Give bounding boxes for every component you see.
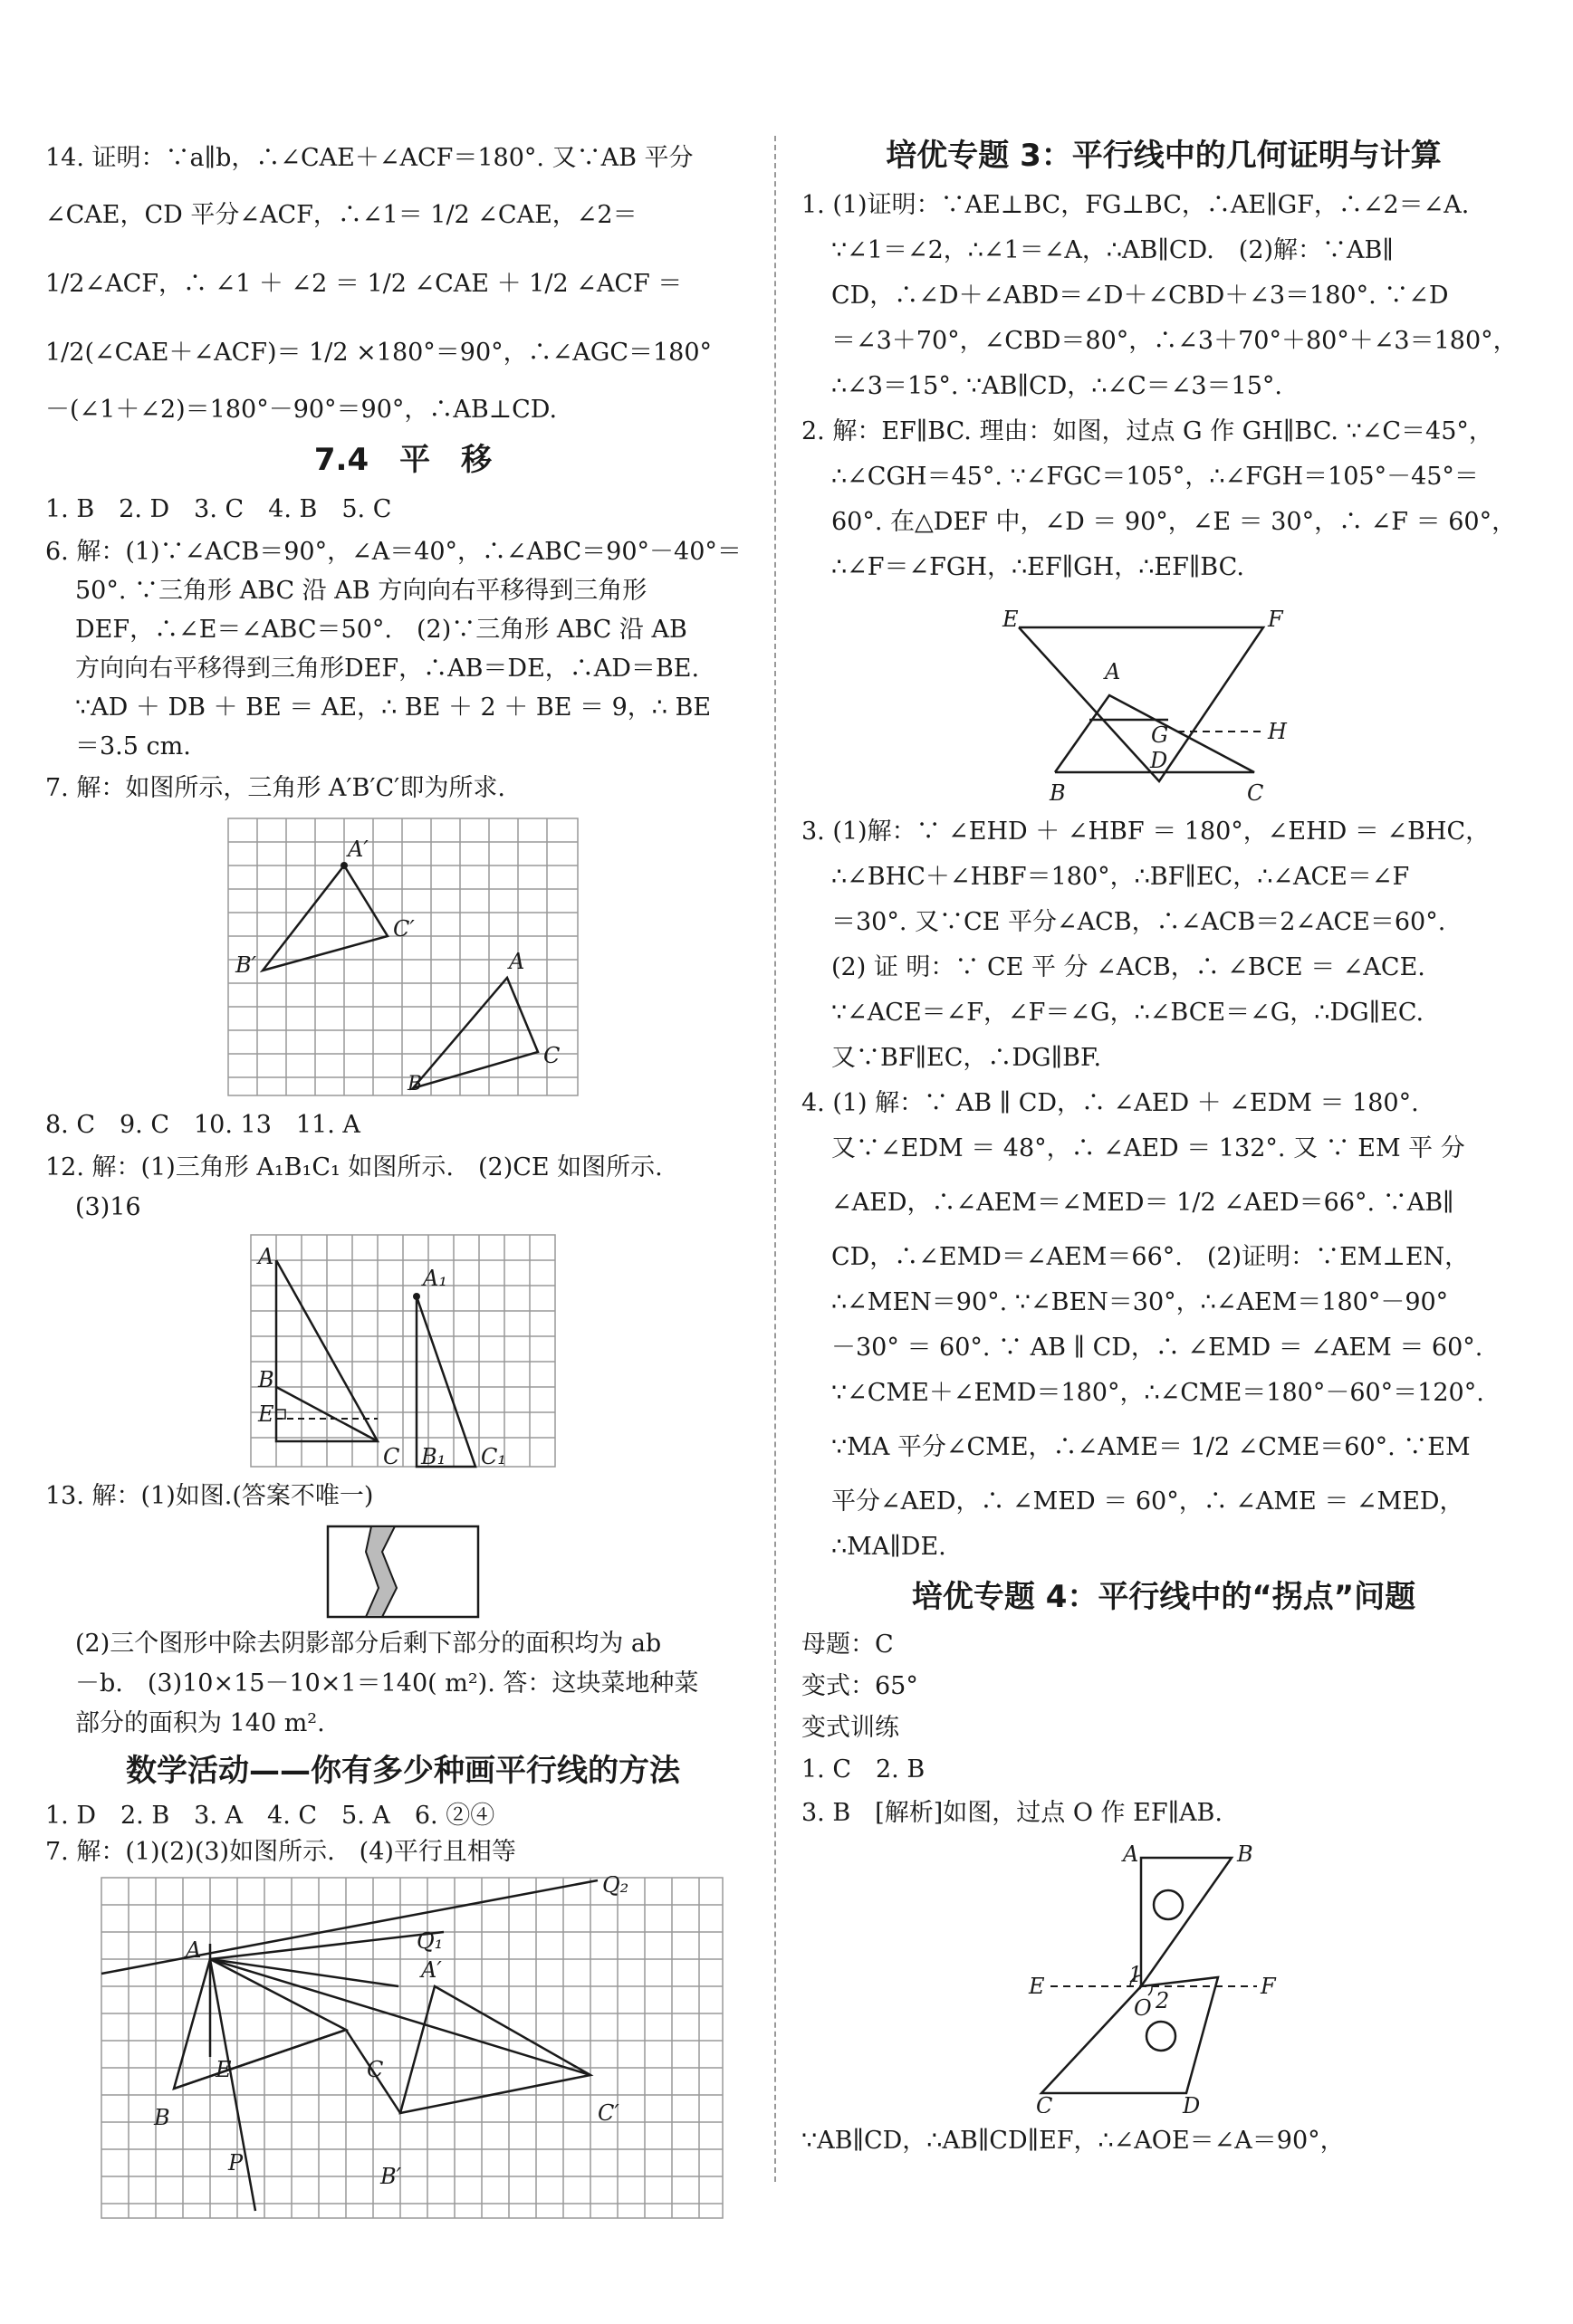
translation-grid-figure <box>226 817 580 1097</box>
q7-text: 7. 解：如图所示，三角形 A′B′C′即为所求. <box>45 774 505 802</box>
q1-line: CD，∴∠D＋∠ABD＝∠D＋∠CBD＋∠3＝180°. ∵∠D <box>831 282 1449 310</box>
final-line: ∵AB∥CD，∴AB∥CD∥EF，∴∠AOE＝∠A＝90°， <box>801 2127 1345 2155</box>
label: 1 <box>1128 1962 1143 1987</box>
label: E <box>258 1401 274 1427</box>
label: O <box>1134 1995 1152 2021</box>
triangle-a1b1c1 <box>417 1296 475 1467</box>
label: C <box>543 1043 561 1068</box>
label: B′ <box>235 952 257 978</box>
label: C′ <box>393 916 415 942</box>
q6-line: DEF，∴∠E＝∠ABC＝50°. (2)∵三角形 ABC 沿 AB <box>75 616 687 644</box>
bottom-triangle <box>1041 1977 1218 2093</box>
label: E <box>216 2057 232 2082</box>
label: C <box>1036 2093 1053 2113</box>
q6-line: 6. 解：(1)∵∠ACB＝90°，∠A＝40°，∴∠ABC＝90°－40°＝ <box>45 538 742 566</box>
q6-line: ∵AD ＋ DB ＋ BE ＝ AE，∴ BE ＋ 2 ＋ BE ＝ 9，∴ BE <box>75 693 712 722</box>
point-a-prime <box>340 862 348 869</box>
answers-activity: 1. D 2. B 3. A 4. C 5. A 6. ②④ <box>45 1802 495 1830</box>
q1-line: ∴∠3＝15°. ∵AB∥CD，∴∠C＝∠3＝15°. <box>831 372 1282 400</box>
q1-line: 1. (1)证明：∵AE⊥BC，FG⊥BC，∴AE∥GF，∴∠2＝∠A. <box>801 191 1470 219</box>
q2-line: 2. 解：EF∥BC. 理由：如图，过点 G 作 GH∥BC. ∵∠C＝45°， <box>801 417 1493 445</box>
q14-line: 1/2(∠CAE＋∠ACF)＝ 1/2 ×180°＝90°，∴∠AGC＝180° <box>45 339 713 367</box>
triangle-a-prime-b-prime-c-prime <box>400 1986 590 2113</box>
label: A <box>258 1244 274 1269</box>
label: E <box>1002 607 1019 632</box>
q14-line: 1/2∠ACF，∴ ∠1 ＋ ∠2 ＝ 1/2 ∠CAE ＋ 1/2 ∠ACF ＝ <box>45 270 683 298</box>
label: A <box>509 949 525 974</box>
q3-line: ∵∠ACE＝∠F，∠F＝∠G，∴∠BCE＝∠G，∴DG∥EC. <box>831 999 1424 1027</box>
variant-training: 变式训练 <box>801 1714 899 1742</box>
label: C₁ <box>481 1444 506 1468</box>
answers-8-11: 8. C 9. C 10. 13 11. A <box>45 1111 360 1139</box>
label: C′ <box>598 2100 619 2126</box>
q6-line: ＝3.5 cm. <box>75 732 191 760</box>
q14-line: 14. 证明：∵a∥b，∴∠CAE＋∠ACF＝180°. 又∵AB 平分 <box>45 144 694 172</box>
label: B₁ <box>421 1444 446 1468</box>
label: C <box>367 2057 384 2082</box>
q4-line: ∠AED，∴∠AEM＝∠MED＝ 1/2 ∠AED＝66°. ∵AB∥ <box>831 1189 1454 1217</box>
label: A <box>1123 1841 1139 1867</box>
label: E <box>1029 1974 1045 1999</box>
label: G <box>1151 722 1169 748</box>
label: P <box>228 2150 244 2176</box>
label: 2 <box>1156 1988 1170 2013</box>
grid-lines <box>251 1235 555 1467</box>
hole-bottom <box>1146 2022 1175 2051</box>
answers-1-5: 1. B 2. D 3. C 4. B 5. C <box>45 495 392 523</box>
q12-line: 12. 解：(1)三角形 A₁B₁C₁ 如图所示. (2)CE 如图所示. <box>45 1153 663 1181</box>
label: H <box>1268 719 1287 744</box>
q3-line: 又∵BF∥EC，∴DG∥BF. <box>831 1044 1102 1072</box>
q14-line: ∠CAE，CD 平分∠ACF，∴∠1＝ 1/2 ∠CAE，∠2＝ <box>45 201 638 229</box>
label: Q₂ <box>602 1876 629 1898</box>
triangles-efd-abc-figure <box>992 596 1336 804</box>
q4-line: 4. (1) 解：∵ AB ∥ CD，∴ ∠AED ＋ ∠EDM ＝ 180°. <box>801 1089 1419 1117</box>
variant: 变式：65° <box>801 1672 918 1700</box>
q12-line: (3)16 <box>75 1193 141 1221</box>
hole-top <box>1154 1890 1183 1919</box>
q3-line: ＝30°. 又∵CE 平分∠ACB，∴∠ACB＝2∠ACE＝60°. <box>831 908 1446 936</box>
label: B <box>258 1367 274 1392</box>
q3-line: ∴∠BHC＋∠HBF＝180°，∴BF∥EC，∴∠ACE＝∠F <box>831 863 1410 891</box>
grid-lines <box>228 818 578 1095</box>
q3-line: (2) 证 明：∵ CE 平 分 ∠ACB，∴ ∠BCE ＝ ∠ACE. <box>831 953 1425 981</box>
label: B <box>408 1073 423 1095</box>
q4-line: 又∵∠EDM ＝ 48°，∴ ∠AED ＝ 132°. 又 ∵ EM 平 分 <box>831 1134 1465 1162</box>
section-title-topic-4: 培优专题 4：平行线中的“拐点”问题 <box>911 1579 1416 1615</box>
q1-line: ＝∠3＋70°，∠CBD＝80°，∴∠3＋70°＋80°＋∠3＝180°， <box>831 327 1518 355</box>
section-title-7-4: 7.4 平 移 <box>313 442 493 478</box>
label: A′ <box>348 837 369 862</box>
q14-line: －(∠1＋∠2)＝180°－90°＝90°，∴AB⊥CD. <box>45 396 558 424</box>
q2-line: ∴∠F＝∠FGH，∴EF∥GH，∴EF∥BC. <box>831 553 1244 581</box>
q4-line: ∵MA 平分∠CME，∴∠AME＝ 1/2 ∠CME＝60°. ∵EM <box>831 1433 1471 1461</box>
left-column <box>45 136 761 2225</box>
q4-line: CD，∴∠EMD＝∠AEM＝66°. (2)证明：∵EM⊥EN， <box>831 1243 1470 1271</box>
label: A′ <box>421 1957 442 1983</box>
label: C <box>383 1444 400 1468</box>
answers-1-2: 1. C 2. B <box>801 1755 926 1784</box>
label: A <box>186 1937 202 1963</box>
triangle-grid-figure <box>249 1233 557 1468</box>
mother-question: 母题：C <box>801 1631 894 1659</box>
triangle-a-prime <box>263 866 388 971</box>
q6-line: 50°. ∵三角形 ABC 沿 AB 方向向右平移得到三角形 <box>75 577 647 605</box>
q14-block <box>45 136 761 433</box>
q4-line: ∵∠CME＋∠EMD＝180°，∴∠CME＝180°－60°＝120°. <box>831 1379 1484 1407</box>
label: B <box>154 2105 170 2130</box>
q4-line: 平分∠AED，∴ ∠MED ＝ 60°，∴ ∠AME ＝ ∠MED， <box>831 1487 1464 1516</box>
q2-line: ∴∠CGH＝45°. ∵∠FGC＝105°，∴∠FGH＝105°－45°＝ <box>831 463 1479 491</box>
q2-line: 60°. 在△DEF 中，∠D ＝ 90°，∠E ＝ 30°，∴ ∠F ＝ 60°， <box>831 508 1517 536</box>
parallel-lines-grid-figure <box>100 1876 724 2220</box>
q13-line: －b. (3)10×15－10×1＝140( m²). 答：这块菜地种菜 <box>75 1669 699 1698</box>
q7b-text: 7. 解：(1)(2)(3)如图所示. (4)平行且相等 <box>45 1838 516 1866</box>
q1-line: ∵∠1＝∠2，∴∠1＝∠A，∴AB∥CD. (2)解：∵AB∥ <box>831 236 1394 264</box>
right-column <box>801 136 1526 2164</box>
label: D <box>1183 2093 1201 2113</box>
label: C <box>1247 780 1264 804</box>
label: B <box>1237 1841 1253 1867</box>
vegetable-plot-figure <box>326 1525 480 1619</box>
shaded-path <box>366 1526 397 1617</box>
column-divider <box>774 136 776 2182</box>
q13-line: (2)三个图形中除去阴影部分后剩下部分的面积均为 ab <box>75 1630 662 1658</box>
label: A <box>1105 659 1121 684</box>
grid-lines <box>101 1878 723 2218</box>
q13-line: 部分的面积为 140 m². <box>75 1709 325 1737</box>
q6-line: 方向向右平移得到三角形DEF，∴AB＝DE，∴AD＝BE. <box>75 655 700 683</box>
section-title-topic-3: 培优专题 3：平行线中的几何证明与计算 <box>886 138 1442 174</box>
label: Q₁ <box>417 1928 444 1954</box>
label: B′ <box>380 2164 402 2189</box>
label: A₁ <box>423 1266 447 1291</box>
q3b-text: 3. B [解析]如图，过点 O 作 EF∥AB. <box>801 1799 1223 1827</box>
set-square-figure <box>1014 1841 1313 2113</box>
q4-line: ∴MA∥DE. <box>831 1533 946 1561</box>
q13-line: 13. 解：(1)如图.(答案不唯一) <box>45 1482 374 1510</box>
q4-line: －30° ＝ 60°. ∵ AB ∥ CD，∴ ∠EMD ＝ ∠AEM ＝ 60°. <box>831 1334 1483 1362</box>
label: B <box>1050 780 1066 804</box>
label: F <box>1268 607 1283 632</box>
triangle-abc <box>174 1959 346 2089</box>
label: F <box>1261 1974 1276 1999</box>
q4-line: ∴∠MEN＝90°. ∵∠BEN＝30°，∴∠AEM＝180°－90° <box>831 1288 1449 1316</box>
q3-line: 3. (1)解：∵ ∠EHD ＋ ∠HBF ＝ 180°，∠EHD ＝ ∠BHC， <box>801 818 1491 846</box>
q6-block <box>45 532 761 766</box>
section-title-activity: 数学活动——你有多少种画平行线的方法 <box>126 1753 680 1789</box>
label: D <box>1150 748 1168 773</box>
top-triangle <box>1141 1858 1232 1986</box>
